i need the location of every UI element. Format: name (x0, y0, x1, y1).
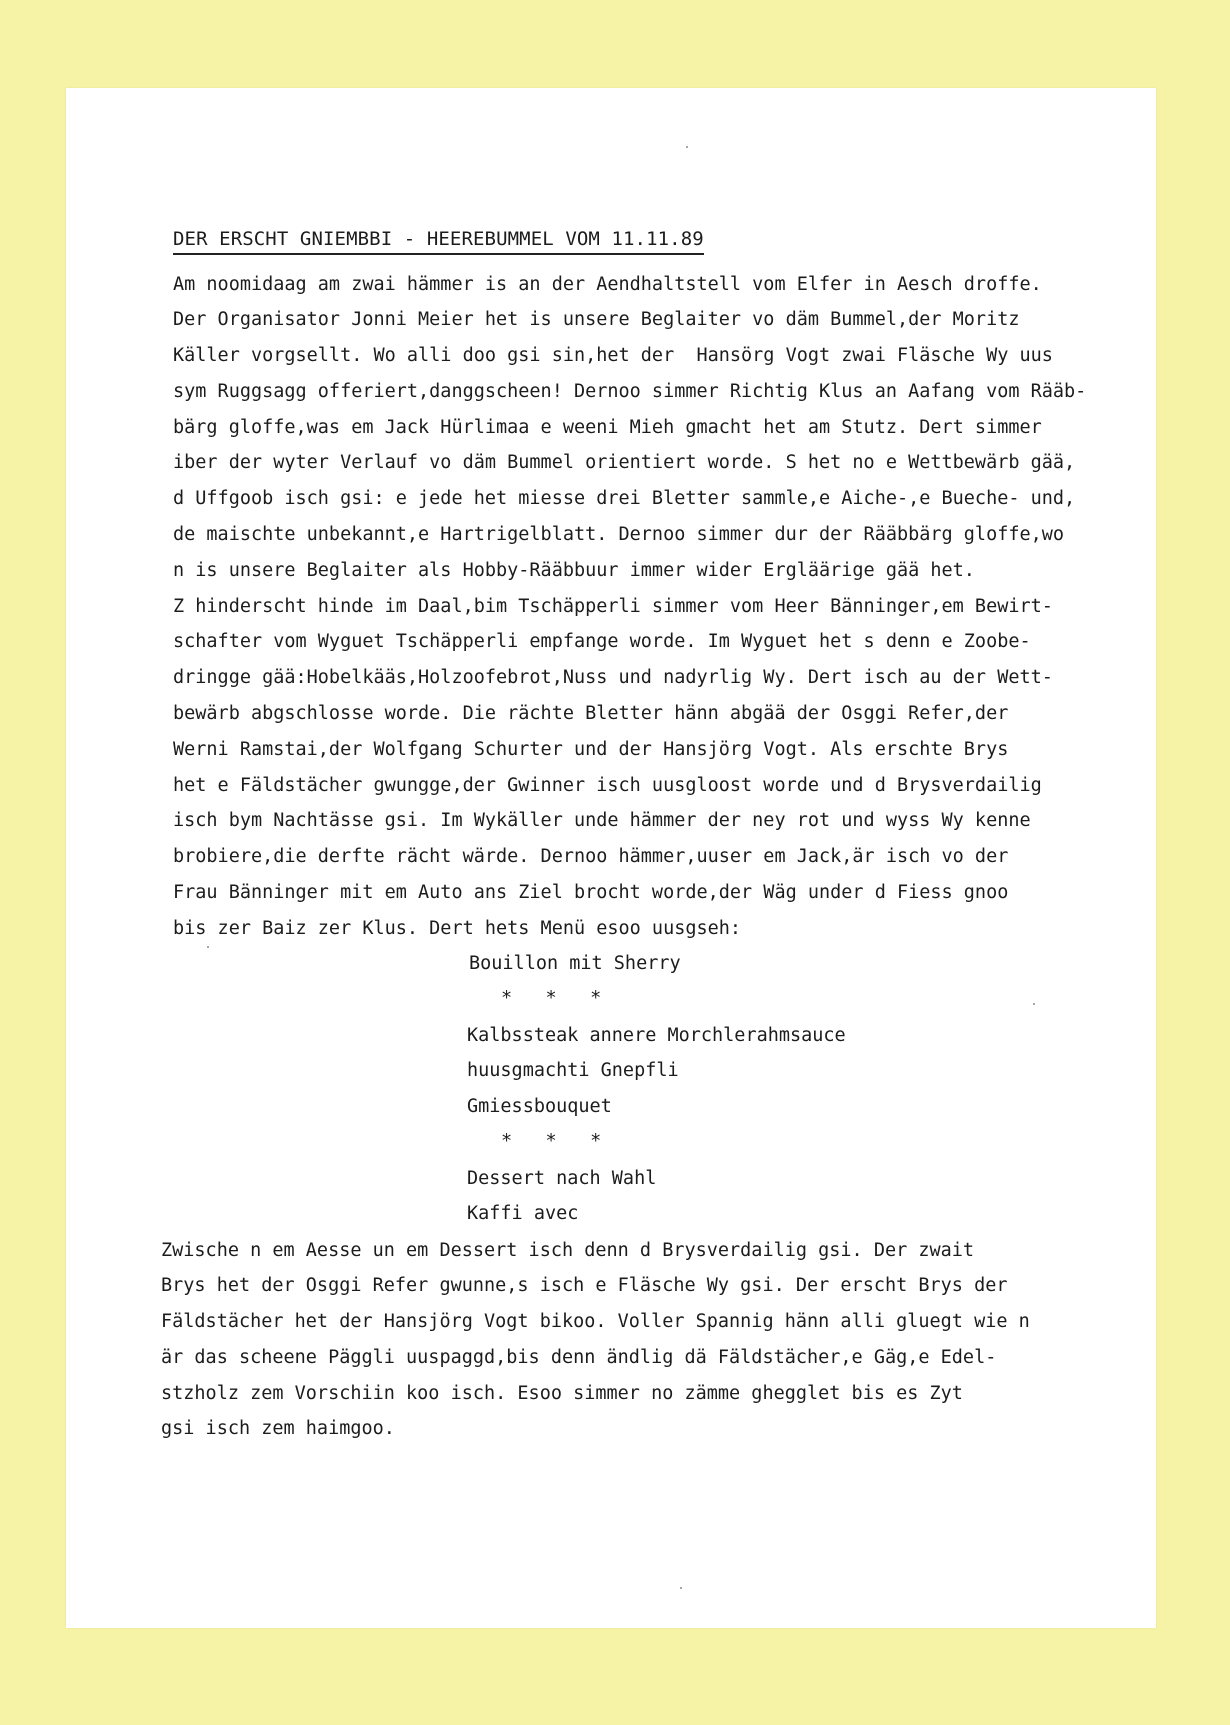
body-line: bis zer Baiz zer Klus. Dert hets Menü esoo uusgseh: (173, 918, 742, 939)
menu-separator: * * * (501, 1131, 602, 1152)
document-title: DER ERSCHT GNIEMBBI - HEEREBUMMEL VOM 11.11.89 (173, 228, 704, 255)
body-line: Frau Bänninger mit em Auto ans Ziel brocht worde,der Wäg under d Fiess gnoo (173, 882, 1009, 903)
body-line: dringge gää:Hobelkääs,Holzoofebrot,Nuss und nadyrlig Wy. Dert isch au der Wett- (173, 667, 1053, 688)
paper-speck (207, 946, 209, 948)
body-line: Zwische n em Aesse un em Dessert isch denn d Brysverdailig gsi. Der zwait (161, 1240, 975, 1261)
body-line: Werni Ramstai,der Wolfgang Schurter und der Hansjörg Vogt. Als erschte Brys (173, 739, 1009, 760)
body-line: Der Organisator Jonni Meier het is unsere Beglaiter vo däm Bummel,der Moritz (173, 309, 1020, 330)
body-line: sym Ruggsagg offeriert,danggscheen! Dernoo simmer Richtig Klus an Aafang vom Rääb- (173, 381, 1087, 402)
menu-item-side: huusgmachti Gnepfli (467, 1060, 679, 1081)
body-line: bärg gloffe,was em Jack Hürlimaa e weeni Mieh gmacht het am Stutz. Dert simmer (173, 417, 1042, 438)
body-line: Käller vorgsellt. Wo alli doo gsi sin,het der Hansörg Vogt zwai Fläsche Wy uus (173, 345, 1053, 366)
body-line: är das scheene Päggli uuspaggd,bis denn ändlig dä Fäldstächer,e Gäg,e Edel- (161, 1347, 997, 1368)
body-line: Brys het der Osggi Refer gwunne,s isch e Fläsche Wy gsi. Der erscht Brys der (161, 1275, 1008, 1296)
paper-speck (1033, 1003, 1035, 1005)
body-line: Fäldstächer het der Hansjörg Vogt bikoo. Voller Spannig hänn alli gluegt wie n (161, 1311, 1030, 1332)
menu-item-main: Kalbssteak annere Morchlerahmsauce (467, 1025, 846, 1046)
body-line: Am noomidaag am zwai hämmer is an der Aendhaltstell vom Elfer in Aesch droffe. (173, 274, 1042, 295)
body-line: schafter vom Wyguet Tschäpperli empfange worde. Im Wyguet het s denn e Zoobe- (173, 631, 1031, 652)
body-line: iber der wyter Verlauf vo däm Bummel orientiert worde. S het no e Wettbewärb gää, (173, 452, 1076, 473)
menu-item-coffee: Kaffi avec (467, 1203, 579, 1224)
body-line: n is unsere Beglaiter als Hobby-Rääbbuur immer wider Ergläärige gää het. (173, 560, 975, 581)
paper-speck (680, 1587, 682, 1589)
body-line: de maischte unbekannt,e Hartrigelblatt. Dernoo simmer dur der Rääbbärg gloffe,wo (173, 524, 1065, 545)
menu-item-soup: Bouillon mit Sherry (469, 953, 681, 974)
body-line: d Uffgoob isch gsi: e jede het miesse drei Bletter sammle,e Aiche-,e Bueche- und, (173, 488, 1076, 509)
body-line: bewärb abgschlosse worde. Die rächte Bletter hänn abgää der Osggi Refer,der (173, 703, 1009, 724)
body-line: brobiere,die derfte rächt wärde. Dernoo hämmer,uuser em Jack,är isch vo der (173, 846, 1009, 867)
menu-item-side: Gmiessbouquet (467, 1096, 612, 1117)
body-line: het e Fäldstächer gwungge,der Gwinner isch uusgloost worde und d Brysverdailig (173, 775, 1042, 796)
body-line: isch bym Nachtässe gsi. Im Wykäller unde hämmer der ney rot und wyss Wy kenne (173, 810, 1031, 831)
body-line: stzholz zem Vorschiin koo isch. Esoo simmer no zämme ghegglet bis es Zyt (161, 1383, 963, 1404)
menu-separator: * * * (501, 988, 602, 1009)
menu-item-dessert: Dessert nach Wahl (467, 1168, 657, 1189)
paper-speck (686, 146, 688, 148)
body-line: Z hinderscht hinde im Daal,bim Tschäpperli simmer vom Heer Bänninger,em Bewirt- (173, 596, 1053, 617)
body-line: gsi isch zem haimgoo. (161, 1418, 395, 1439)
